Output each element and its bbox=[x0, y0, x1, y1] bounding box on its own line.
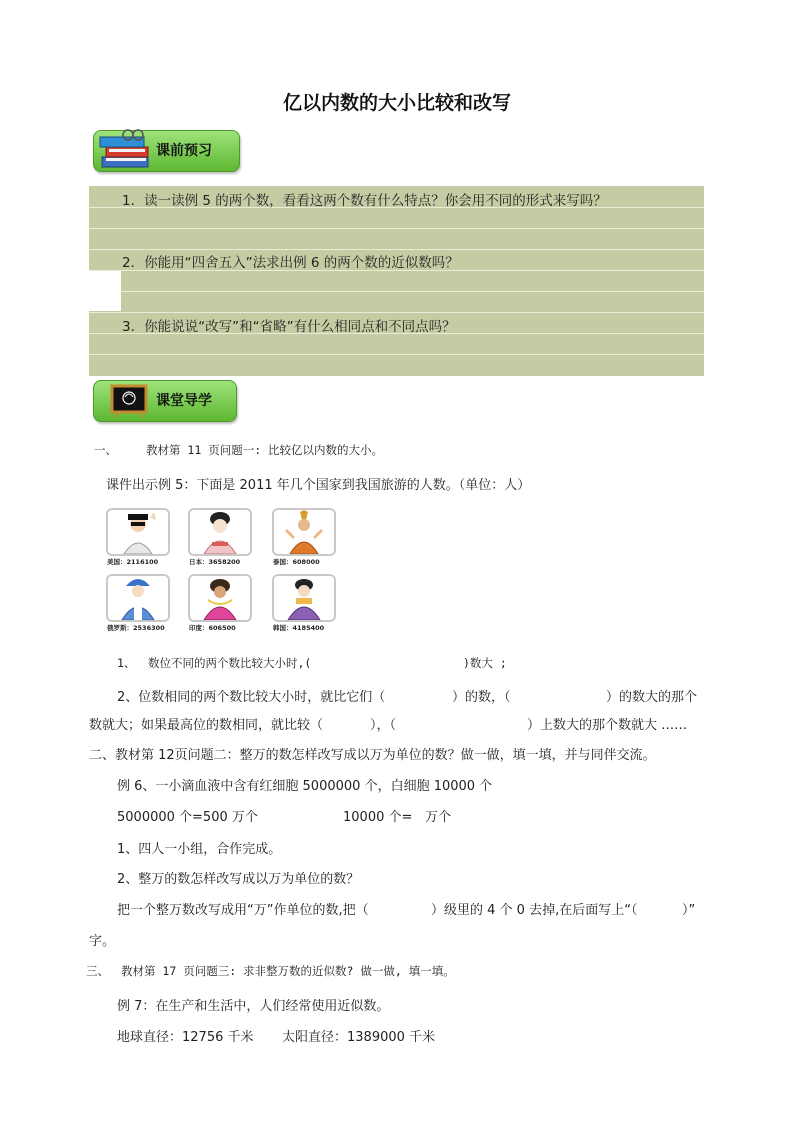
fill-text-a: 把一个整万数改写成用“万”作单位的数,把（ bbox=[117, 903, 369, 918]
step2-text: 2、整万的数怎样改写成以万为单位的数？ bbox=[117, 872, 360, 887]
earth-diameter: 地球直径：12756 千米 bbox=[117, 1030, 254, 1045]
conversion-a: 5000000 个=500 万个 bbox=[117, 810, 258, 825]
fill-text-d: 字。 bbox=[89, 934, 116, 949]
rule1-text-b: )数大 ; bbox=[463, 656, 507, 670]
country-label-japan: 日本：3658200 bbox=[189, 558, 241, 566]
section3-number: 三、 bbox=[86, 964, 109, 978]
example6-text: 例 6、一小滴血液中含有红细胞 5000000 个，白细胞 10000 个 bbox=[117, 779, 493, 794]
fill-text-c: ）” bbox=[682, 903, 696, 918]
preview-question-2: 2．你能用“四舍五入”法求出例 6 的两个数的近似数吗？ bbox=[122, 255, 459, 271]
indian-woman-icon bbox=[190, 576, 250, 620]
conversion-b: 10000 个= bbox=[343, 810, 413, 825]
rule2-line1-a: 2、位数相同的两个数比较大小时，就比它们（ bbox=[117, 690, 386, 705]
country-card-thailand bbox=[272, 508, 336, 556]
books-icon bbox=[98, 127, 154, 173]
page-title: 亿以内数的大小比较和改写 bbox=[282, 92, 511, 114]
fill-text-b: ）级里的 4 个 0 去掉,在后面写上“（ bbox=[431, 903, 638, 918]
rule2-line2-b: ），（ bbox=[370, 718, 397, 733]
country-card-russia bbox=[106, 574, 170, 622]
russian-girl-icon bbox=[108, 576, 168, 620]
sun-diameter: 太阳直径：1389000 千米 bbox=[282, 1030, 436, 1045]
guide-banner bbox=[93, 380, 237, 422]
preview-question-3: 3．你能说说“改写”和“省略”有什么相同点和不同点吗？ bbox=[122, 319, 456, 335]
country-label-russia: 俄罗斯：2536300 bbox=[107, 624, 165, 632]
section2-heading: 二、教材第 12页问题二：整万的数怎样改写成以万为单位的数？做一做，填一填，并与同伴交流。 bbox=[89, 748, 656, 763]
rule1-number: 1、 bbox=[117, 656, 136, 670]
country-label-usa: 美国：2116100 bbox=[107, 558, 159, 566]
country-label-korea: 韩国：4185400 bbox=[273, 624, 325, 632]
rule2-line2-c: ）上数大的那个数就大 …… bbox=[527, 718, 688, 733]
rule2-line1-b: ）的数，（ bbox=[452, 690, 511, 705]
country-card-japan bbox=[188, 508, 252, 556]
conversion-b-unit: 万个 bbox=[425, 810, 452, 825]
section3-heading: 教材第 17 页问题三: 求非整万数的近似数? 做一做, 填一填。 bbox=[121, 964, 455, 978]
section1-number: 一、 bbox=[94, 443, 117, 457]
preview-banner bbox=[93, 130, 240, 172]
preview-banner-label: 课前预习 bbox=[156, 143, 212, 159]
preview-question-1: 1．读一读例 5 的两个数，看看这两个数有什么特点？你会用不同的形式来写吗？ bbox=[122, 193, 607, 209]
thai-dancer-icon bbox=[274, 510, 334, 554]
country-card-korea bbox=[272, 574, 336, 622]
country-label-india: 印度：606500 bbox=[189, 624, 236, 632]
guide-banner-label: 课堂导学 bbox=[156, 393, 212, 409]
country-label-thailand: 泰国：608000 bbox=[273, 558, 320, 566]
preview-box bbox=[89, 186, 704, 376]
section1-heading: 教材第 11 页问题一: 比较亿以内数的大小。 bbox=[146, 443, 384, 457]
rule1-text-a: 数位不同的两个数比较大小时,( bbox=[148, 656, 312, 670]
country-card-india bbox=[188, 574, 252, 622]
country-card-usa bbox=[106, 508, 170, 556]
rule2-line1-c: ）的数大的那个 bbox=[606, 690, 698, 705]
sunglasses-man-icon bbox=[108, 510, 168, 554]
kimono-woman-icon bbox=[190, 510, 250, 554]
rule2-line2-a: 数就大；如果最高位的数相同，就比较（ bbox=[89, 718, 324, 733]
step1-text: 1、四人一小组，合作完成。 bbox=[117, 842, 282, 857]
korean-woman-icon bbox=[274, 576, 334, 620]
blackboard-icon bbox=[110, 384, 150, 418]
example7-text: 例 7：在生产和生活中，人们经常使用近似数。 bbox=[117, 999, 390, 1014]
example5-text: 课件出示例 5：下面是 2011 年几个国家到我国旅游的人数。（单位：人） bbox=[106, 478, 531, 493]
preview-box-notch bbox=[89, 271, 121, 311]
